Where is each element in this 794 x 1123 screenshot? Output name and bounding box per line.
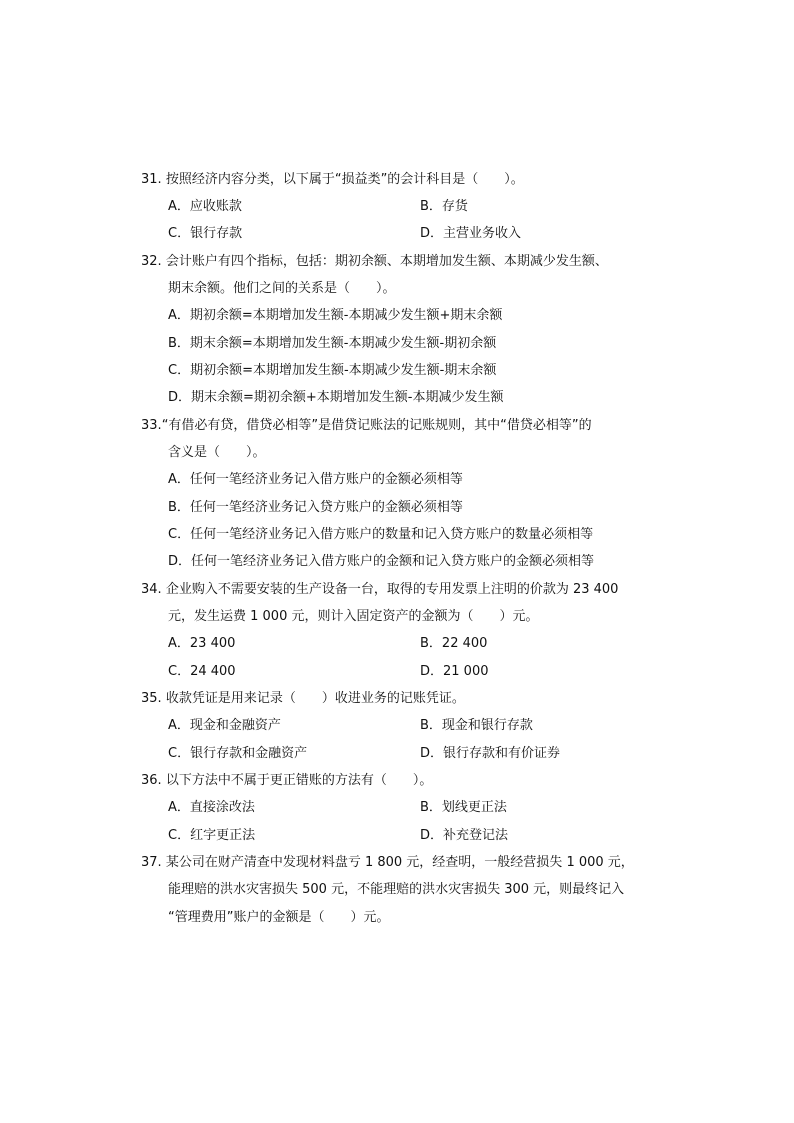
option-b: B．任何一笔经济业务记入贷方账户的金额必须相等 bbox=[168, 500, 463, 515]
option-c: C．银行存款和金融资产 bbox=[168, 746, 308, 761]
question-number: 33. bbox=[141, 418, 162, 433]
question-stem-continuation-2: “管理费用”账户的金额是（ ）元。 bbox=[168, 910, 390, 925]
option-d: D．银行存款和有价证券 bbox=[420, 746, 561, 761]
option-a: A．应收账款 bbox=[168, 199, 242, 214]
question-number: 34. bbox=[141, 582, 162, 597]
question-32 bbox=[141, 250, 661, 269]
option-b: B．22 400 bbox=[420, 636, 488, 651]
option-c: C．任何一笔经济业务记入借方账户的数量和记入贷方账户的数量必须相等 bbox=[168, 527, 594, 542]
option-b: B．划线更正法 bbox=[420, 800, 507, 815]
question-35 bbox=[141, 687, 661, 706]
question-number: 35. bbox=[141, 691, 162, 706]
question-stem: “有借必有贷，借贷必相等”是借贷记账法的记账规则，其中“借贷必相等”的 bbox=[161, 418, 592, 433]
question-stem: 收款凭证是用来记录（ ）收进业务的记账凭证。 bbox=[165, 691, 465, 706]
option-a: A．任何一笔经济业务记入借方账户的金额必须相等 bbox=[168, 472, 463, 487]
question-34 bbox=[141, 578, 661, 597]
option-d: D．主营业务收入 bbox=[420, 226, 522, 241]
option-c: C．银行存款 bbox=[168, 226, 243, 241]
question-31 bbox=[141, 168, 661, 187]
question-37 bbox=[141, 851, 661, 870]
question-stem-continuation: 期末余额。他们之间的关系是（ ）。 bbox=[168, 281, 396, 296]
option-c: C．期初余额=本期增加发生额-本期减少发生额-期末余额 bbox=[168, 363, 497, 378]
option-d: D．补充登记法 bbox=[420, 828, 509, 843]
question-stem-continuation: 能理赔的洪水灾害损失 500 元，不能理赔的洪水灾害损失 300 元，则最终记入 bbox=[168, 882, 625, 897]
option-a: A．直接涂改法 bbox=[168, 800, 255, 815]
question-number: 36. bbox=[141, 773, 162, 788]
question-number: 32. bbox=[141, 254, 162, 269]
option-d: D．期末余额=期初余额+本期增加发生额-本期减少发生额 bbox=[168, 390, 504, 405]
question-stem: 某公司在财产清查中发现材料盘亏 1 800 元，经查明，一般经营损失 1 000 元， bbox=[165, 855, 634, 870]
question-stem: 按照经济内容分类，以下属于“损益类”的会计科目是（ ）。 bbox=[165, 172, 524, 187]
question-33 bbox=[141, 414, 661, 433]
option-b: B．现金和银行存款 bbox=[420, 718, 533, 733]
question-number: 37. bbox=[141, 855, 162, 870]
option-d: D．21 000 bbox=[420, 664, 489, 679]
option-c: C．红字更正法 bbox=[168, 828, 256, 843]
question-number: 31. bbox=[141, 172, 162, 187]
option-a: A．23 400 bbox=[168, 636, 236, 651]
question-36 bbox=[141, 769, 661, 788]
question-stem: 会计账户有四个指标，包括：期初余额、本期增加发生额、本期减少发生额、 bbox=[165, 254, 608, 269]
question-stem-continuation: 含义是（ ）。 bbox=[168, 445, 266, 460]
option-d: D．任何一笔经济业务记入借方账户的金额和记入贷方账户的金额必须相等 bbox=[168, 554, 595, 569]
question-stem: 企业购入不需要安装的生产设备一台，取得的专用发票上注明的价款为 23 400 bbox=[165, 582, 619, 597]
option-b: B．期末余额=本期增加发生额-本期减少发生额-期初余额 bbox=[168, 336, 497, 351]
option-b: B．存货 bbox=[420, 199, 468, 214]
option-c: C．24 400 bbox=[168, 664, 236, 679]
question-stem: 以下方法中不属于更正错账的方法有（ ）。 bbox=[165, 773, 433, 788]
option-a: A．现金和金融资产 bbox=[168, 718, 281, 733]
question-stem-continuation: 元，发生运费 1 000 元，则计入固定资产的金额为（ ）元。 bbox=[168, 609, 539, 624]
option-a: A．期初余额=本期增加发生额-本期减少发生额+期末余额 bbox=[168, 308, 503, 323]
